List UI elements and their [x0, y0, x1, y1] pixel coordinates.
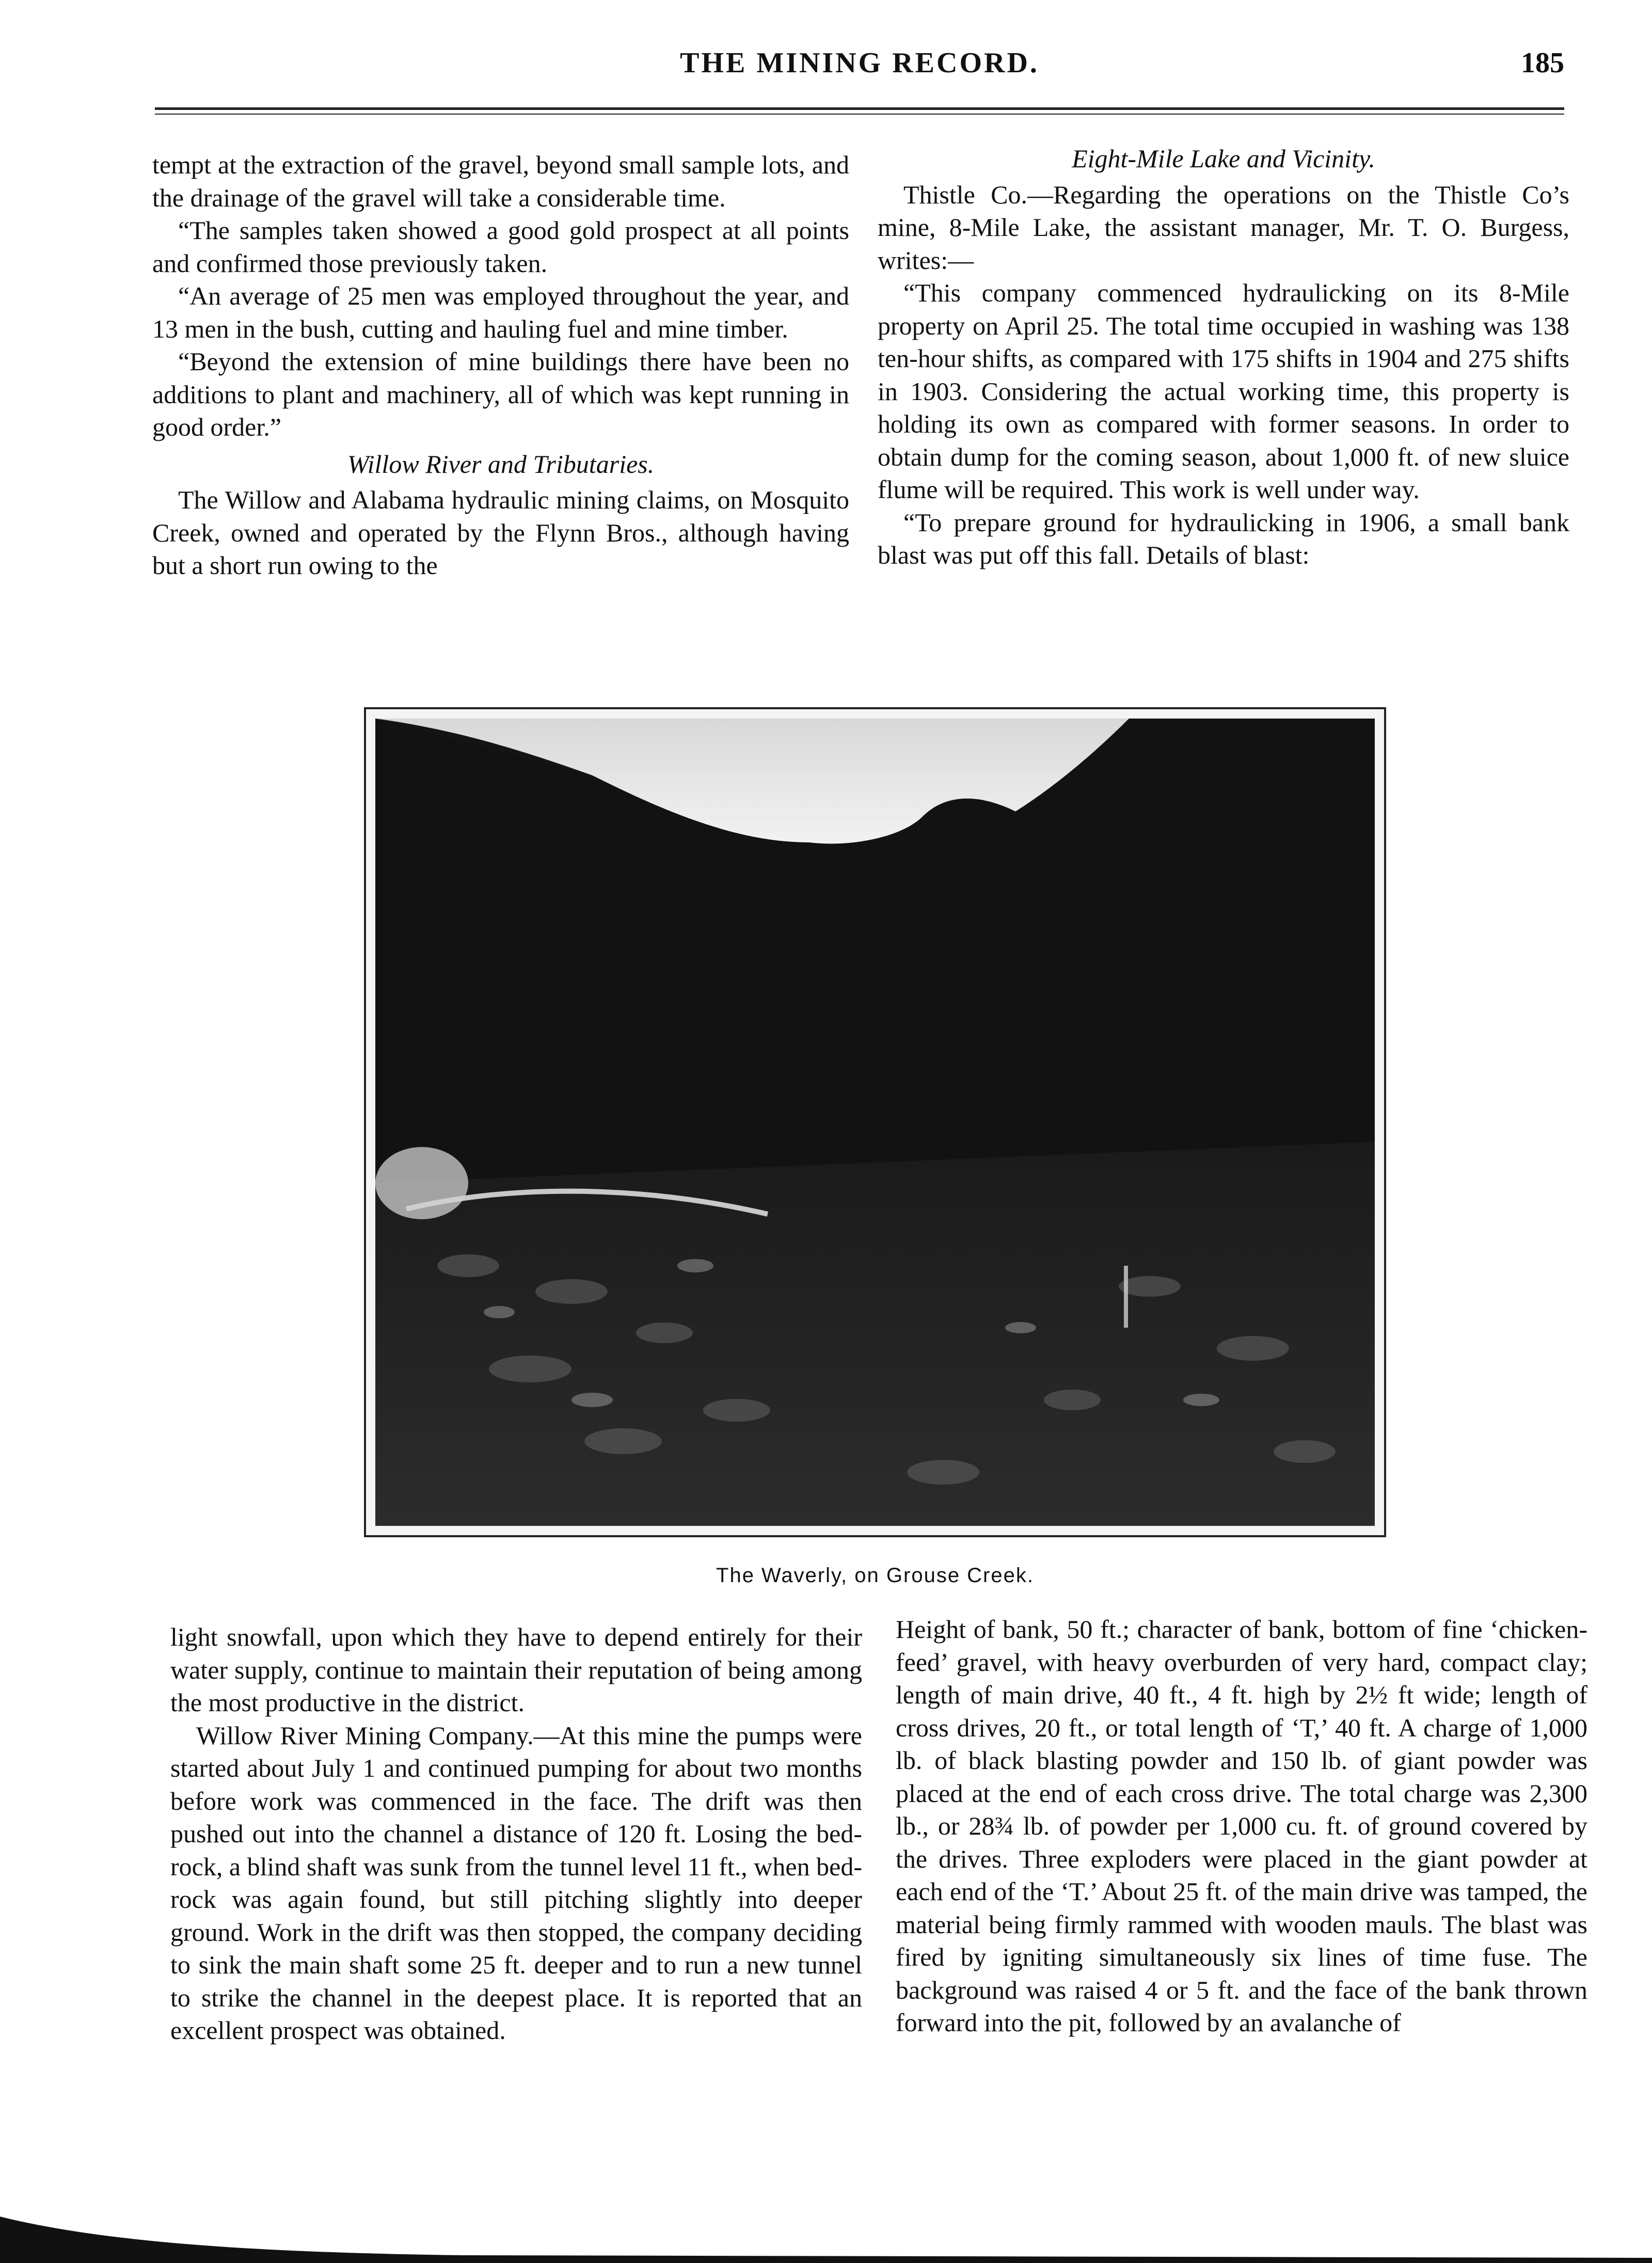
- paragraph: “Beyond the extension of mine buildings there have been no additions to plant and machinery, all of which was kept running in good order.”: [152, 347, 849, 441]
- paragraph: Thistle Co.—Regarding the operations on the Thistle Co’s mine, 8-Mile Lake, the assistant manager, Mr. T. O. Burgess, writes:—: [878, 180, 1569, 275]
- photograph-caption: The Waverly, on Grouse Creek.: [716, 1564, 1034, 1587]
- paragraph: light snowfall, upon which they have to depend entirely for their water supply, continue to maintain their reputation of being among the most productive in the district.: [170, 1622, 862, 1717]
- column-bottom-right: [896, 1613, 1587, 2039]
- paragraph: “To prepare ground for hydraulicking in 1906, a small bank blast was put off this fall. Details of blast:: [878, 507, 1569, 569]
- paragraph: “This company commenced hydraulicking on its 8-Mile property on April 25. The total time occupied in washing was 138 ten-hour shifts, as compared with 175 shifts in 1904 and 275 shifts in 1903. Considering the actual working time, this property is holding its own as compared with former seasons. In order to obtain dump for the coming season, about 1,000 ft. of new sluice flume will be required. This work is well under way.: [878, 278, 1569, 504]
- photograph-waverly-grouse-creek: [375, 719, 1375, 1526]
- paragraph: Height of bank, 50 ft.; character of bank, bottom of fine ‘chicken-feed’ gravel, with heavy overburden of very hard, compact clay; length of main drive, 40 ft., 4 ft. high by 2½ ft wide; length of cross drives, 20 ft., or total length of ‘T,’ 40 ft. A charge of 1,000 lb. of black blasting powder and 150 lb. of giant powder was placed at the end of each cross drive. The total charge was 2,300 lb., or 28¾ lb. of powder per 1,000 cu. ft. of ground covered by the drives. Three exploders were placed in the giant powder at each end of the ‘T.’ About 25 ft. of the main drive was tamped, the material being firmly rammed with wooden mauls. The blast was fired by igniting simultaneously six lines of time fuse. The background was raised 4 or 5 ft. and the face of the bank thrown forward into the pit, followed by an avalanche of: [896, 1615, 1587, 2037]
- section-heading-eight-mile-lake: Eight-Mile Lake and Vicinity.: [1072, 144, 1375, 173]
- column-top-left: [152, 149, 849, 582]
- header-rule-thin: [155, 114, 1564, 115]
- paragraph: Willow River Mining Company.—At this mine the pumps were started about July 1 and continued pumping for about two months before work was commenced in the face. The drift was then pushed out into the channel a distance of 120 ft. Losing the bed-rock, a blind shaft was sunk from the tunnel level 11 ft., when bed-rock was again found, but still pitching slightly into deeper ground. Work in the drift was then stopped, the company deciding to sink the main shaft some 25 ft. deeper and to run a new tunnel to strike the channel in the deepest place. It is reported that an excellent prospect was obtained.: [170, 1720, 862, 2045]
- photograph-frame: [364, 707, 1386, 1537]
- page-header: [155, 36, 1564, 98]
- section-heading-willow-river: Willow River and Tributaries.: [347, 449, 655, 479]
- column-top-right: [878, 138, 1569, 572]
- header-rule-thick: [155, 107, 1564, 110]
- scanned-page-edge: [0, 2206, 1652, 2263]
- paragraph: tempt at the extraction of the gravel, beyond small sample lots, and the drainage of the gravel will take a considerable time.: [152, 150, 849, 212]
- running-title: THE MINING RECORD.: [680, 47, 1039, 79]
- paragraph: “An average of 25 men was employed throughout the year, and 13 men in the bush, cutting and hauling fuel and mine timber.: [152, 281, 849, 343]
- page-number: 185: [1521, 47, 1564, 79]
- paragraph: “The samples taken showed a good gold prospect at all points and confirmed those previously taken.: [152, 216, 849, 278]
- paragraph: The Willow and Alabama hydraulic mining claims, on Mosquito Creek, owned and operated by the Flynn Bros., although having but a short run owing to the: [152, 485, 849, 580]
- column-bottom-left: [170, 1621, 862, 2047]
